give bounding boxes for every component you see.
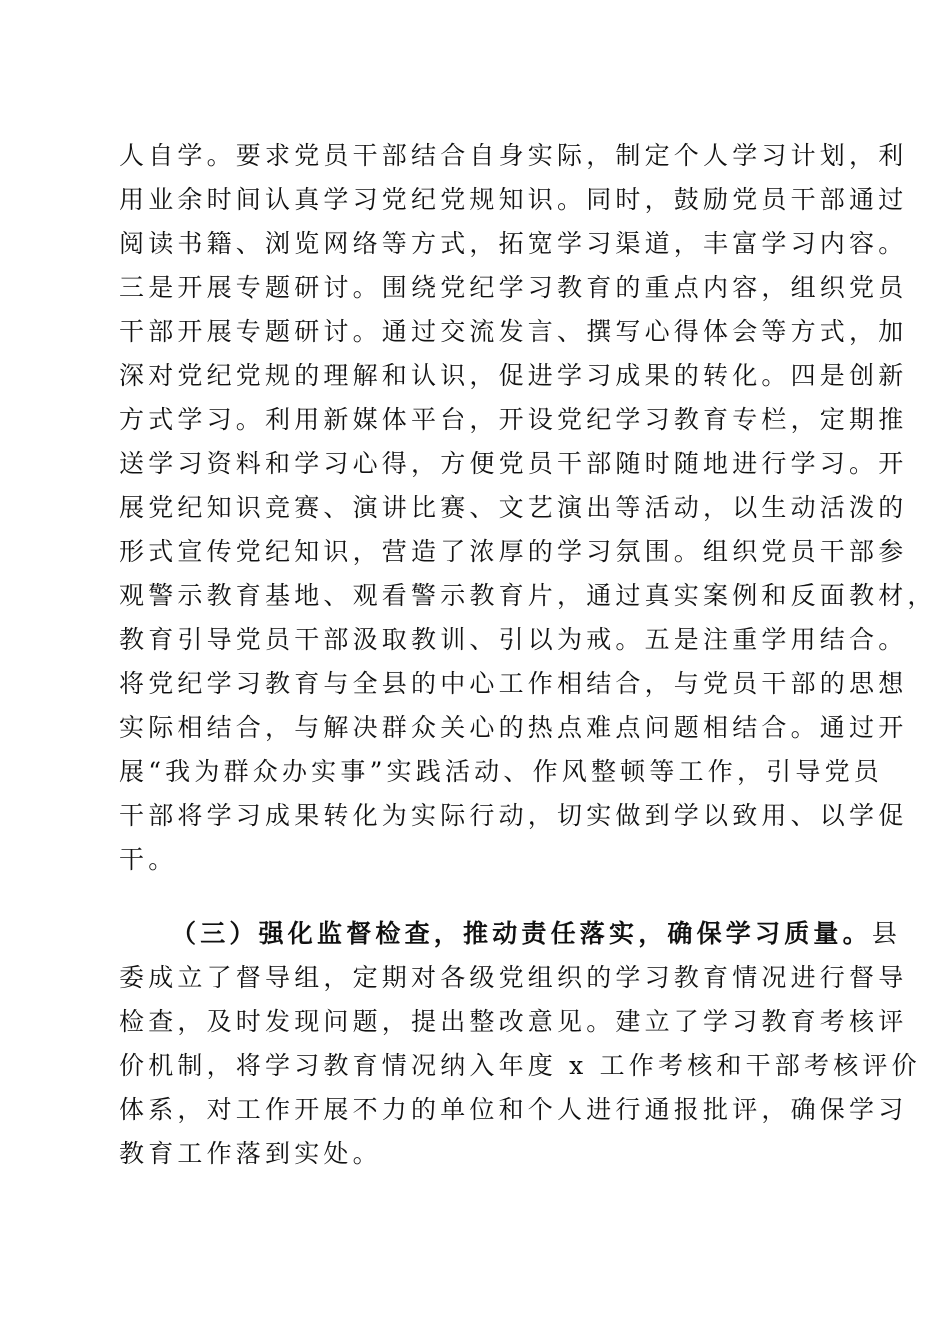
text-line: 送学习资料和学习心得，方便党员干部随时随地进行学习。开: [119, 449, 908, 478]
text-line: 委成立了督导组，定期对各级党组织的学习教育情况进行督导: [119, 963, 908, 992]
text-line: 三是开展专题研讨。围绕党纪学习教育的重点内容，组织党员: [119, 273, 908, 302]
text-line: 方式学习。利用新媒体平台，开设党纪学习教育专栏，定期推: [119, 405, 908, 434]
section-heading-line: [119, 912, 902, 956]
text-line: 展“我为群众办实事”实践活动、作风整顿等工作，引导党员: [119, 757, 883, 786]
text-line: 干部将学习成果转化为实际行动，切实做到学以致用、以学促: [119, 801, 908, 830]
text-line: 观警示教育基地、观看警示教育片，通过真实案例和反面教材，: [119, 581, 937, 610]
section-heading: （三）强化监督检查，推动责任落实，确保学习质量。: [171, 919, 872, 948]
heading-tail-text: 县: [871, 919, 902, 948]
text-line: 教育工作落到实处。: [119, 1139, 382, 1168]
text-line: 干。: [119, 845, 178, 874]
text-line: 用业余时间认真学习党纪党规知识。同时，鼓励党员干部通过: [119, 185, 908, 214]
text-line: 教育引导党员干部汲取教训、引以为戒。五是注重学用结合。: [119, 625, 908, 654]
paragraph-continued: [119, 134, 937, 882]
text-line: 检查，及时发现问题，提出整改意见。建立了学习教育考核评: [119, 1007, 908, 1036]
text-line: 干部开展专题研讨。通过交流发言、撰写心得体会等方式，加: [119, 317, 908, 346]
text-line: 体系，对工作开展不力的单位和个人进行通报批评，确保学习: [119, 1095, 908, 1124]
text-line: 形式宣传党纪知识，营造了浓厚的学习氛围。组织党员干部参: [119, 537, 908, 566]
text-line: 阅读书籍、浏览网络等方式，拓宽学习渠道，丰富学习内容。: [119, 229, 908, 258]
text-line: 价机制，将学习教育情况纳入年度 x 工作考核和干部考核评价: [119, 1051, 921, 1080]
text-line: 展党纪知识竞赛、演讲比赛、文艺演出等活动，以生动活泼的: [119, 493, 908, 522]
text-line: 人自学。要求党员干部结合自身实际，制定个人学习计划，利: [119, 141, 908, 170]
text-line: 实际相结合，与解决群众关心的热点难点问题相结合。通过开: [119, 713, 908, 742]
paragraph-section-three: [119, 912, 921, 1176]
text-line: 将党纪学习教育与全县的中心工作相结合，与党员干部的思想: [119, 669, 908, 698]
text-line: 深对党纪党规的理解和认识，促进学习成果的转化。四是创新: [119, 361, 908, 390]
